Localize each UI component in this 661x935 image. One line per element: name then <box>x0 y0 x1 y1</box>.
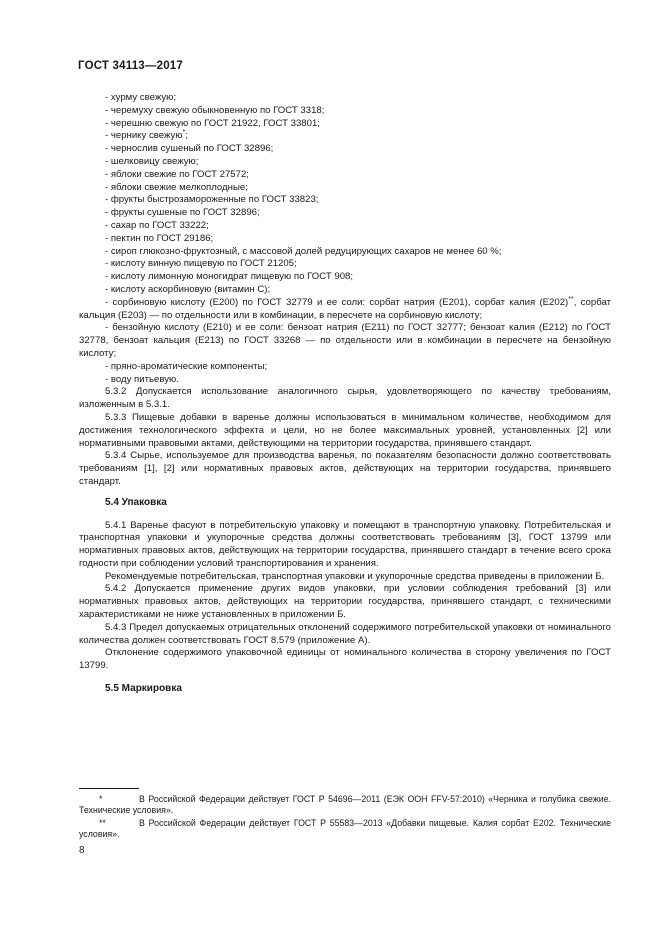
footnote <box>79 818 611 841</box>
footnote-text: В Российской Федерации действует ГОСТ Р 55583—2013 «Добавки пищевые. Калия сорбат Е202. Технические условия». <box>79 817 611 840</box>
list-item: - пектин по ГОСТ 29186; <box>105 232 214 244</box>
list-item-sorbic <box>79 297 611 323</box>
list-item: - кислоту лимонную моногидрат пищевую по ГОСТ 908; <box>105 271 354 283</box>
list-item: - кислоту аскорбиновую (витамин С); <box>105 283 271 295</box>
footnote-mark: ** <box>99 817 106 828</box>
section-heading-5-4: 5.4 Упаковка <box>105 496 167 508</box>
list-item: - черемуху свежую обыкновенную по ГОСТ 3318; <box>105 104 325 116</box>
list-item: - шелковицу свежую; <box>105 155 199 167</box>
paragraph-5-4-2: 5.4.2 Допускается применение других видов упаковки, при условии соблюдения требований [3] или нормативных правовых актов, действующих на территории государства, принявшего стандарт, с техническими характеристиками не ниже установленных в приложении Б. <box>79 583 611 621</box>
list-item: - сахар по ГОСТ 33222; <box>105 219 209 231</box>
footnote-ref: * <box>182 129 186 137</box>
footnote <box>79 794 611 817</box>
paragraph-5-4-3: 5.4.3 Предел допускаемых отрицательных отклонений содержимого потребительской упаковки от номинального количества должен соответствовать ГОСТ 8.579 (приложение А). <box>79 621 611 646</box>
document-header: ГОСТ 34113—2017 <box>78 60 183 72</box>
footnote-divider <box>79 788 139 789</box>
list-item: - кислоту винную пищевую по ГОСТ 21205; <box>105 258 297 270</box>
footnote-ref: ** <box>568 295 574 303</box>
list-item-tail: ; <box>185 130 188 142</box>
sorbic-text-start: - сорбиновую кислоту (Е200) по ГОСТ 32779 и ее соли: сорбат натрия (Е201), сорбат калия (Е202) <box>105 296 569 308</box>
list-item: - яблоки свежие по ГОСТ 27572; <box>105 168 249 180</box>
footnote-text: В Российской Федерации действует ГОСТ Р 54696—2011 (ЕЭК ООН FFV-57:2010) «Черника и голубика свежие. Технические условия». <box>79 794 611 816</box>
section-heading-5-5: 5.5 Маркировка <box>105 683 182 695</box>
list-item: - фрукты сушеные по ГОСТ 32896; <box>105 207 260 219</box>
list-item: - сироп глюкозно-фруктозный, с массовой долей редуцирующих сахаров не менее 60 %; <box>105 245 502 257</box>
list-item: - чернослив сушеный по ГОСТ 32896; <box>105 143 274 155</box>
paragraph-5-4-1: 5.4.1 Варенье фасуют в потребительскую упаковку и помещают в транспортную упаковку. Потребительская и транспортная упаковки и укупорочные средства должны соответствовать требованиям [3], ГОСТ 13799 или нормативных правовых актов, действующих на территории государства, принявшего стандарт в течение всего срока годности при соблюдении условий транспортирования и хранения. <box>79 519 611 569</box>
page-number: 8 <box>79 845 85 856</box>
paragraph-deviation: Отклонение содержимого упаковочной единицы от номинального количества в сторону увеличения по ГОСТ 13799. <box>79 647 611 672</box>
list-item: - фрукты быстрозамороженные по ГОСТ 33823; <box>105 194 319 206</box>
list-item: - хурму свежую; <box>105 92 177 103</box>
list-item: - воду питьевую. <box>105 373 179 385</box>
list-item-text: - чернику свежую <box>105 130 183 142</box>
sorbic-text-end: , сорбат кальция (Е203) — по отдельности или в комбинации, в пересчете на сорбиновую кислоту; <box>79 296 611 321</box>
paragraph-5-3-3: 5.3.3 Пищевые добавки в варенье должны использоваться в минимальном количестве, необходимом для достижения технологического эффекта и цели, но не более максимальных уровней, установленных [2] или нормативными правовыми актами, действующими на территории государства, принявшего стандарт. <box>79 411 611 449</box>
paragraph-5-3-2: 5.3.2 Допускается использование аналогичного сырья, удовлетворяющего по качеству требованиям, изложенным в 5.3.1. <box>79 386 611 411</box>
main-text <box>79 92 611 706</box>
footnote-mark: * <box>99 794 103 804</box>
list-item: - черешню свежую по ГОСТ 21922, ГОСТ 33801; <box>105 117 320 129</box>
list-item: - пряно-ароматические компоненты; <box>105 360 268 372</box>
list-item: - яблоки свежие мелкоплодные; <box>105 181 248 193</box>
list-item-chernika <box>79 130 611 143</box>
paragraph-recommended: Рекомендуемые потребительская, транспортная упаковки и укупорочные средства приведены в приложении Б. <box>105 570 605 582</box>
paragraph-5-3-4: 5.3.4 Сырье, используемое для производства варенья, по показателям безопасности должно соответствовать требованиям [1], [2] или нормативных правовых актов, действующих на территории государства, принявшего стандарт. <box>79 450 611 487</box>
list-item-benzoic: - бензойную кислоту (Е210) и ее соли: бензоат натрия (Е211) по ГОСТ 32777; бензоат калия (Е212) по ГОСТ 32778, бензоат кальция (Е213) по ГОСТ 33268 — по отдельности или в комбинации в пересчете на бензойную кислоту; <box>79 322 611 359</box>
footnotes <box>79 788 611 842</box>
